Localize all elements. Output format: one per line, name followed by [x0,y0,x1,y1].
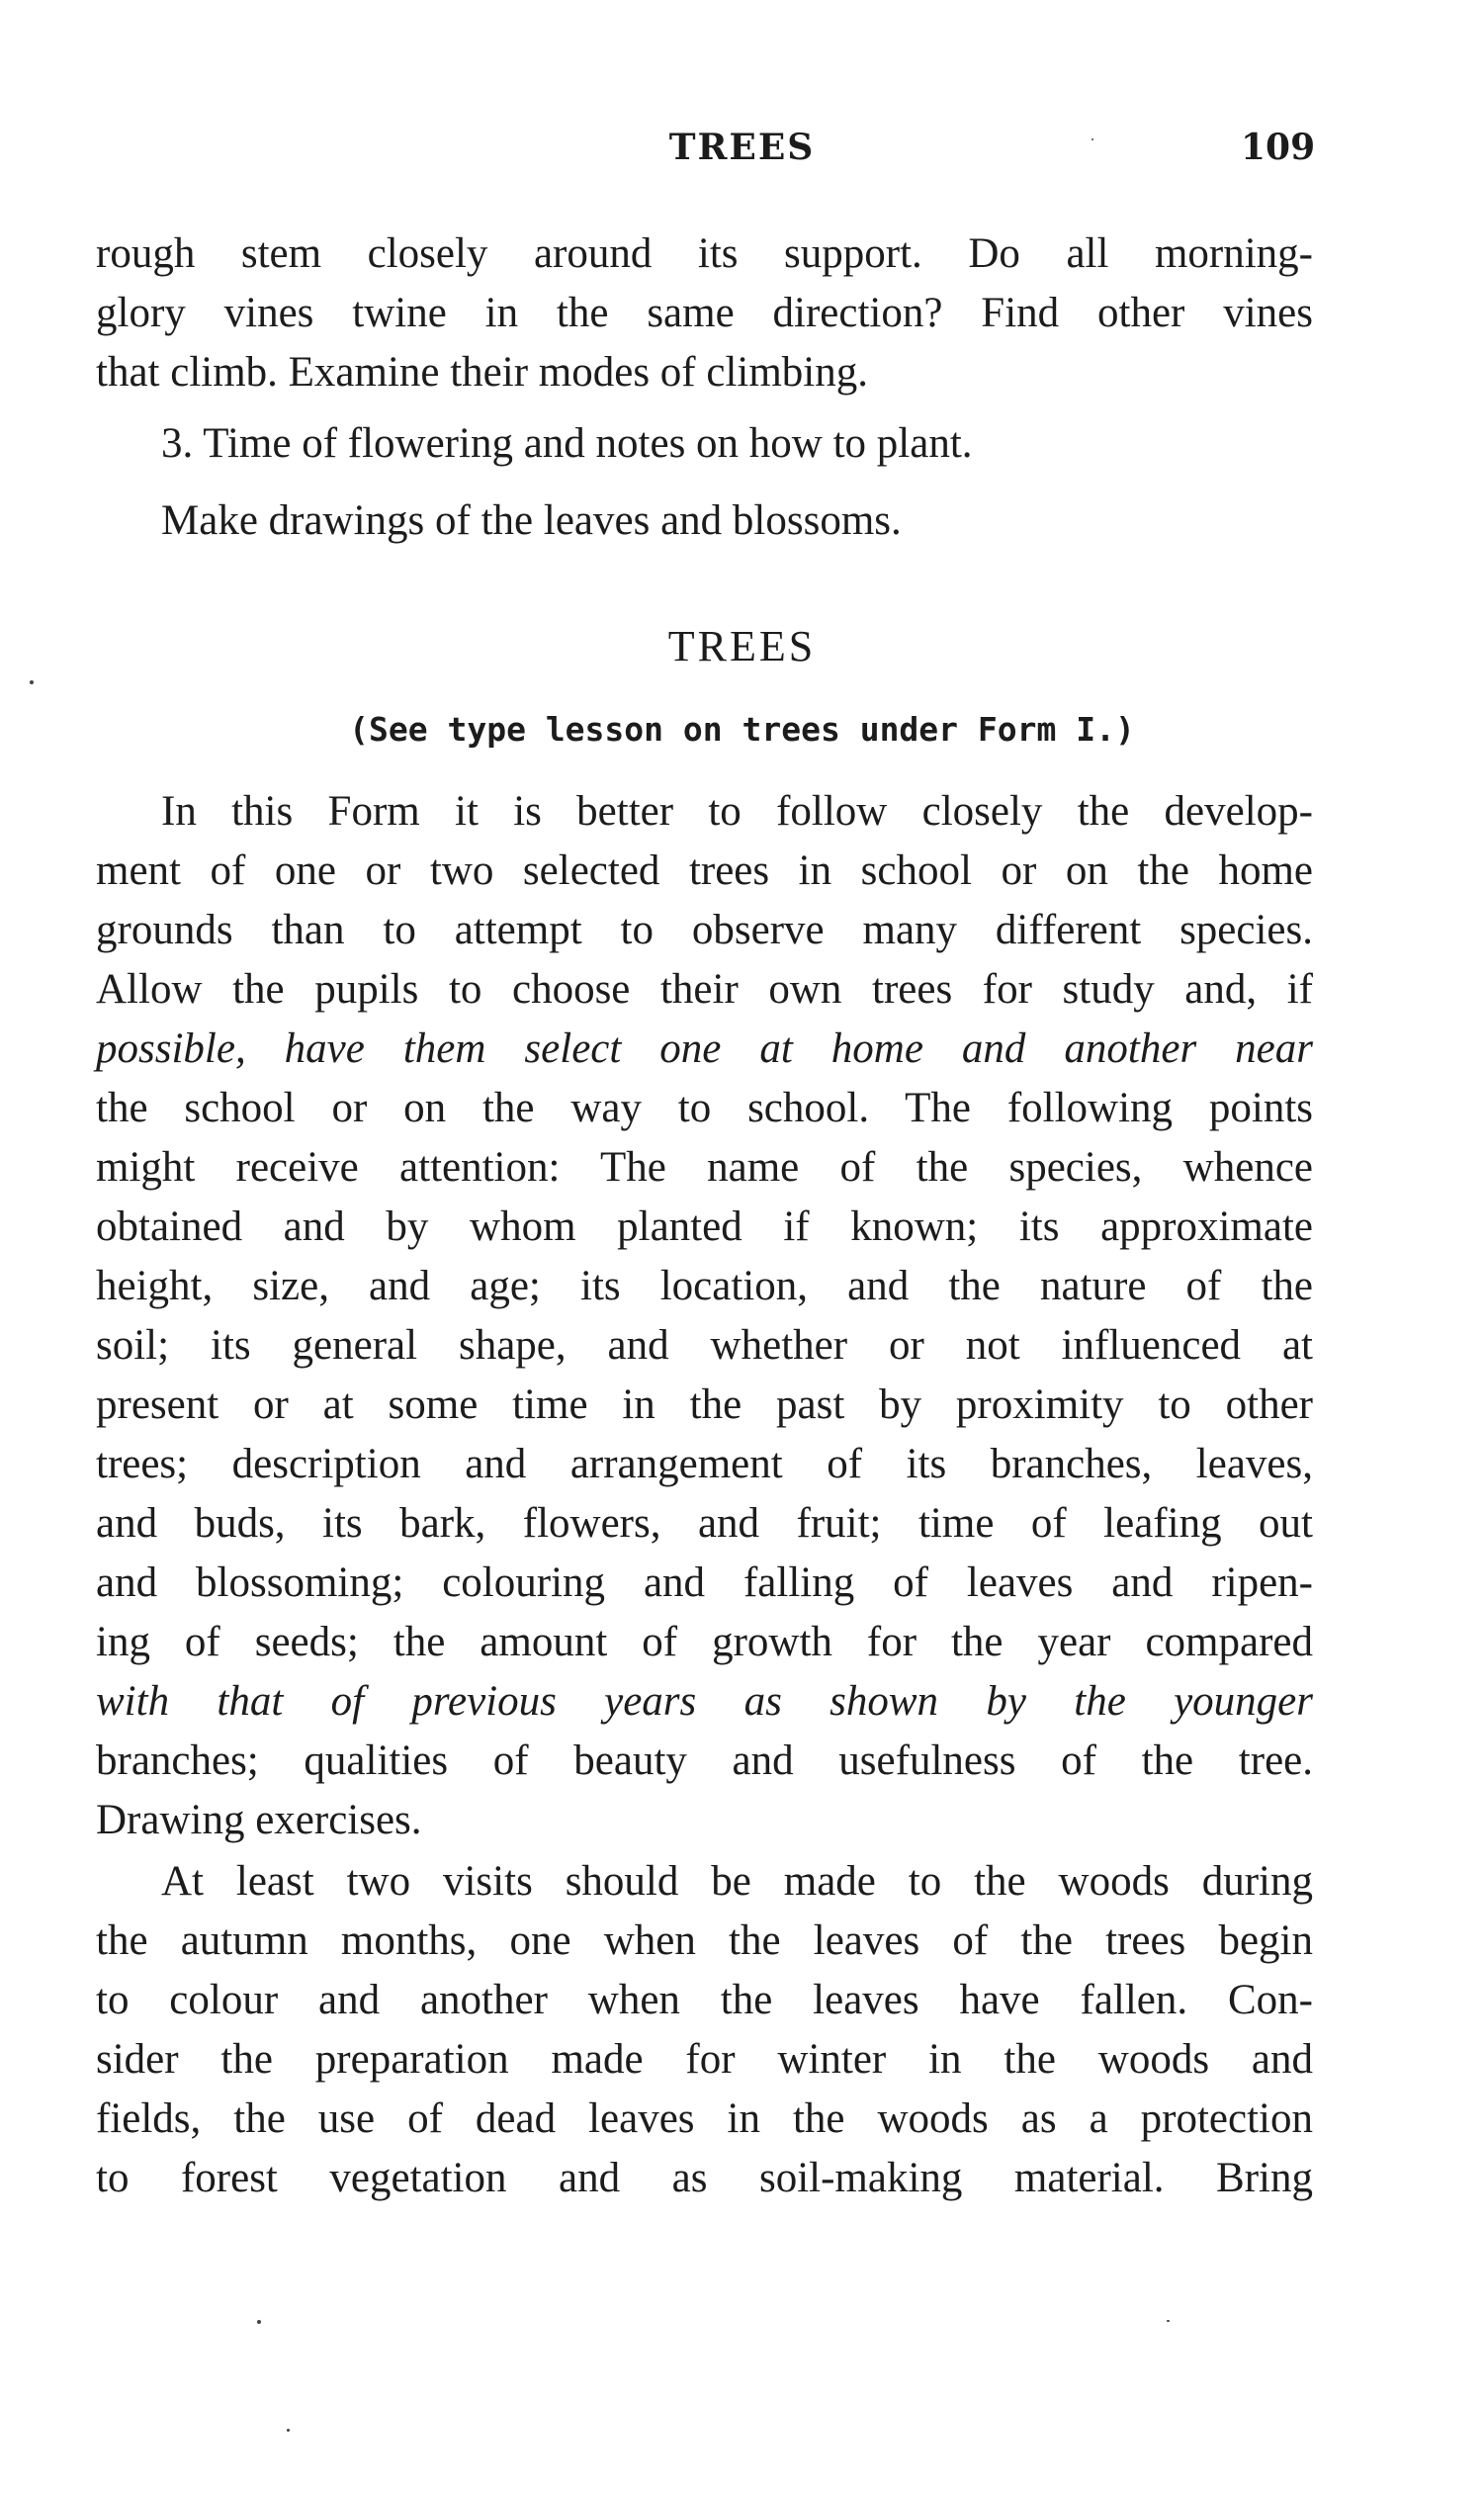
text-line: the school or on the way to school. The following points [96,1085,1313,1131]
text-line: soil; its general shape, and whether or not influenced at [96,1322,1313,1369]
text-line: with that of previous years as shown by the younger [96,1678,1313,1725]
scan-speck [287,2429,290,2432]
text-line: branches; qualities of beauty and usefulness of the tree. [96,1737,1313,1784]
text-line: glory vines twine in the same direction? Find other vines [96,290,1313,336]
list-item-3: 3. Time of flowering and notes on how to plant. [161,420,973,467]
text-line: grounds than to attempt to observe many different species. [96,907,1313,953]
text-line: possible, have them select one at home and another near [96,1025,1313,1072]
drawings-instruction: Make drawings of the leaves and blossoms. [161,497,902,544]
text-line: to forest vegetation and as soil-making material. Bring [96,2155,1313,2201]
text-line: rough stem closely around its support. Do all morning- [96,230,1313,277]
section-heading: TREES [667,622,817,670]
text-line: to colour and another when the leaves have fallen. Con- [96,1977,1313,2023]
text-line: Allow the pupils to choose their own trees for study and, if [96,966,1313,1013]
scan-speck [1167,2320,1170,2322]
scan-speck [30,680,34,684]
text-line: present or at some time in the past by proximity to other [96,1381,1313,1428]
text-line: ment of one or two selected trees in school or on the home [96,847,1313,894]
scan-speck [257,2320,261,2324]
scan-speck [1091,138,1093,140]
section-subheading: (See type lesson on trees under Form I.) [349,710,1135,749]
text-line: and buds, its bark, flowers, and fruit; time of leafing out [96,1500,1313,1547]
text-line: trees; description and arrangement of its branches, leaves, [96,1441,1313,1487]
text-line: fields, the use of dead leaves in the woods as a protection [96,2095,1313,2142]
text-line: sider the preparation made for winter in the woods and [96,2036,1313,2083]
text-line: that climb. Examine their modes of climbing. [96,349,868,396]
text-line: obtained and by whom planted if known; its approximate [96,1203,1313,1250]
page-number: 109 [1241,127,1316,168]
text-line: and blossoming; colouring and falling of leaves and ripen- [96,1559,1313,1606]
running-header-title: TREES [668,127,816,168]
text-line: Drawing exercises. [96,1797,422,1843]
text-line: ing of seeds; the amount of growth for the year compared [96,1619,1313,1665]
text-line: In this Form it is better to follow closely the develop- [161,788,1313,835]
text-line: At least two visits should be made to the woods during [161,1858,1313,1905]
text-line: the autumn months, one when the leaves of the trees begin [96,1917,1313,1964]
text-line: height, size, and age; its location, and the nature of the [96,1263,1313,1309]
text-line: might receive attention: The name of the species, whence [96,1144,1313,1191]
